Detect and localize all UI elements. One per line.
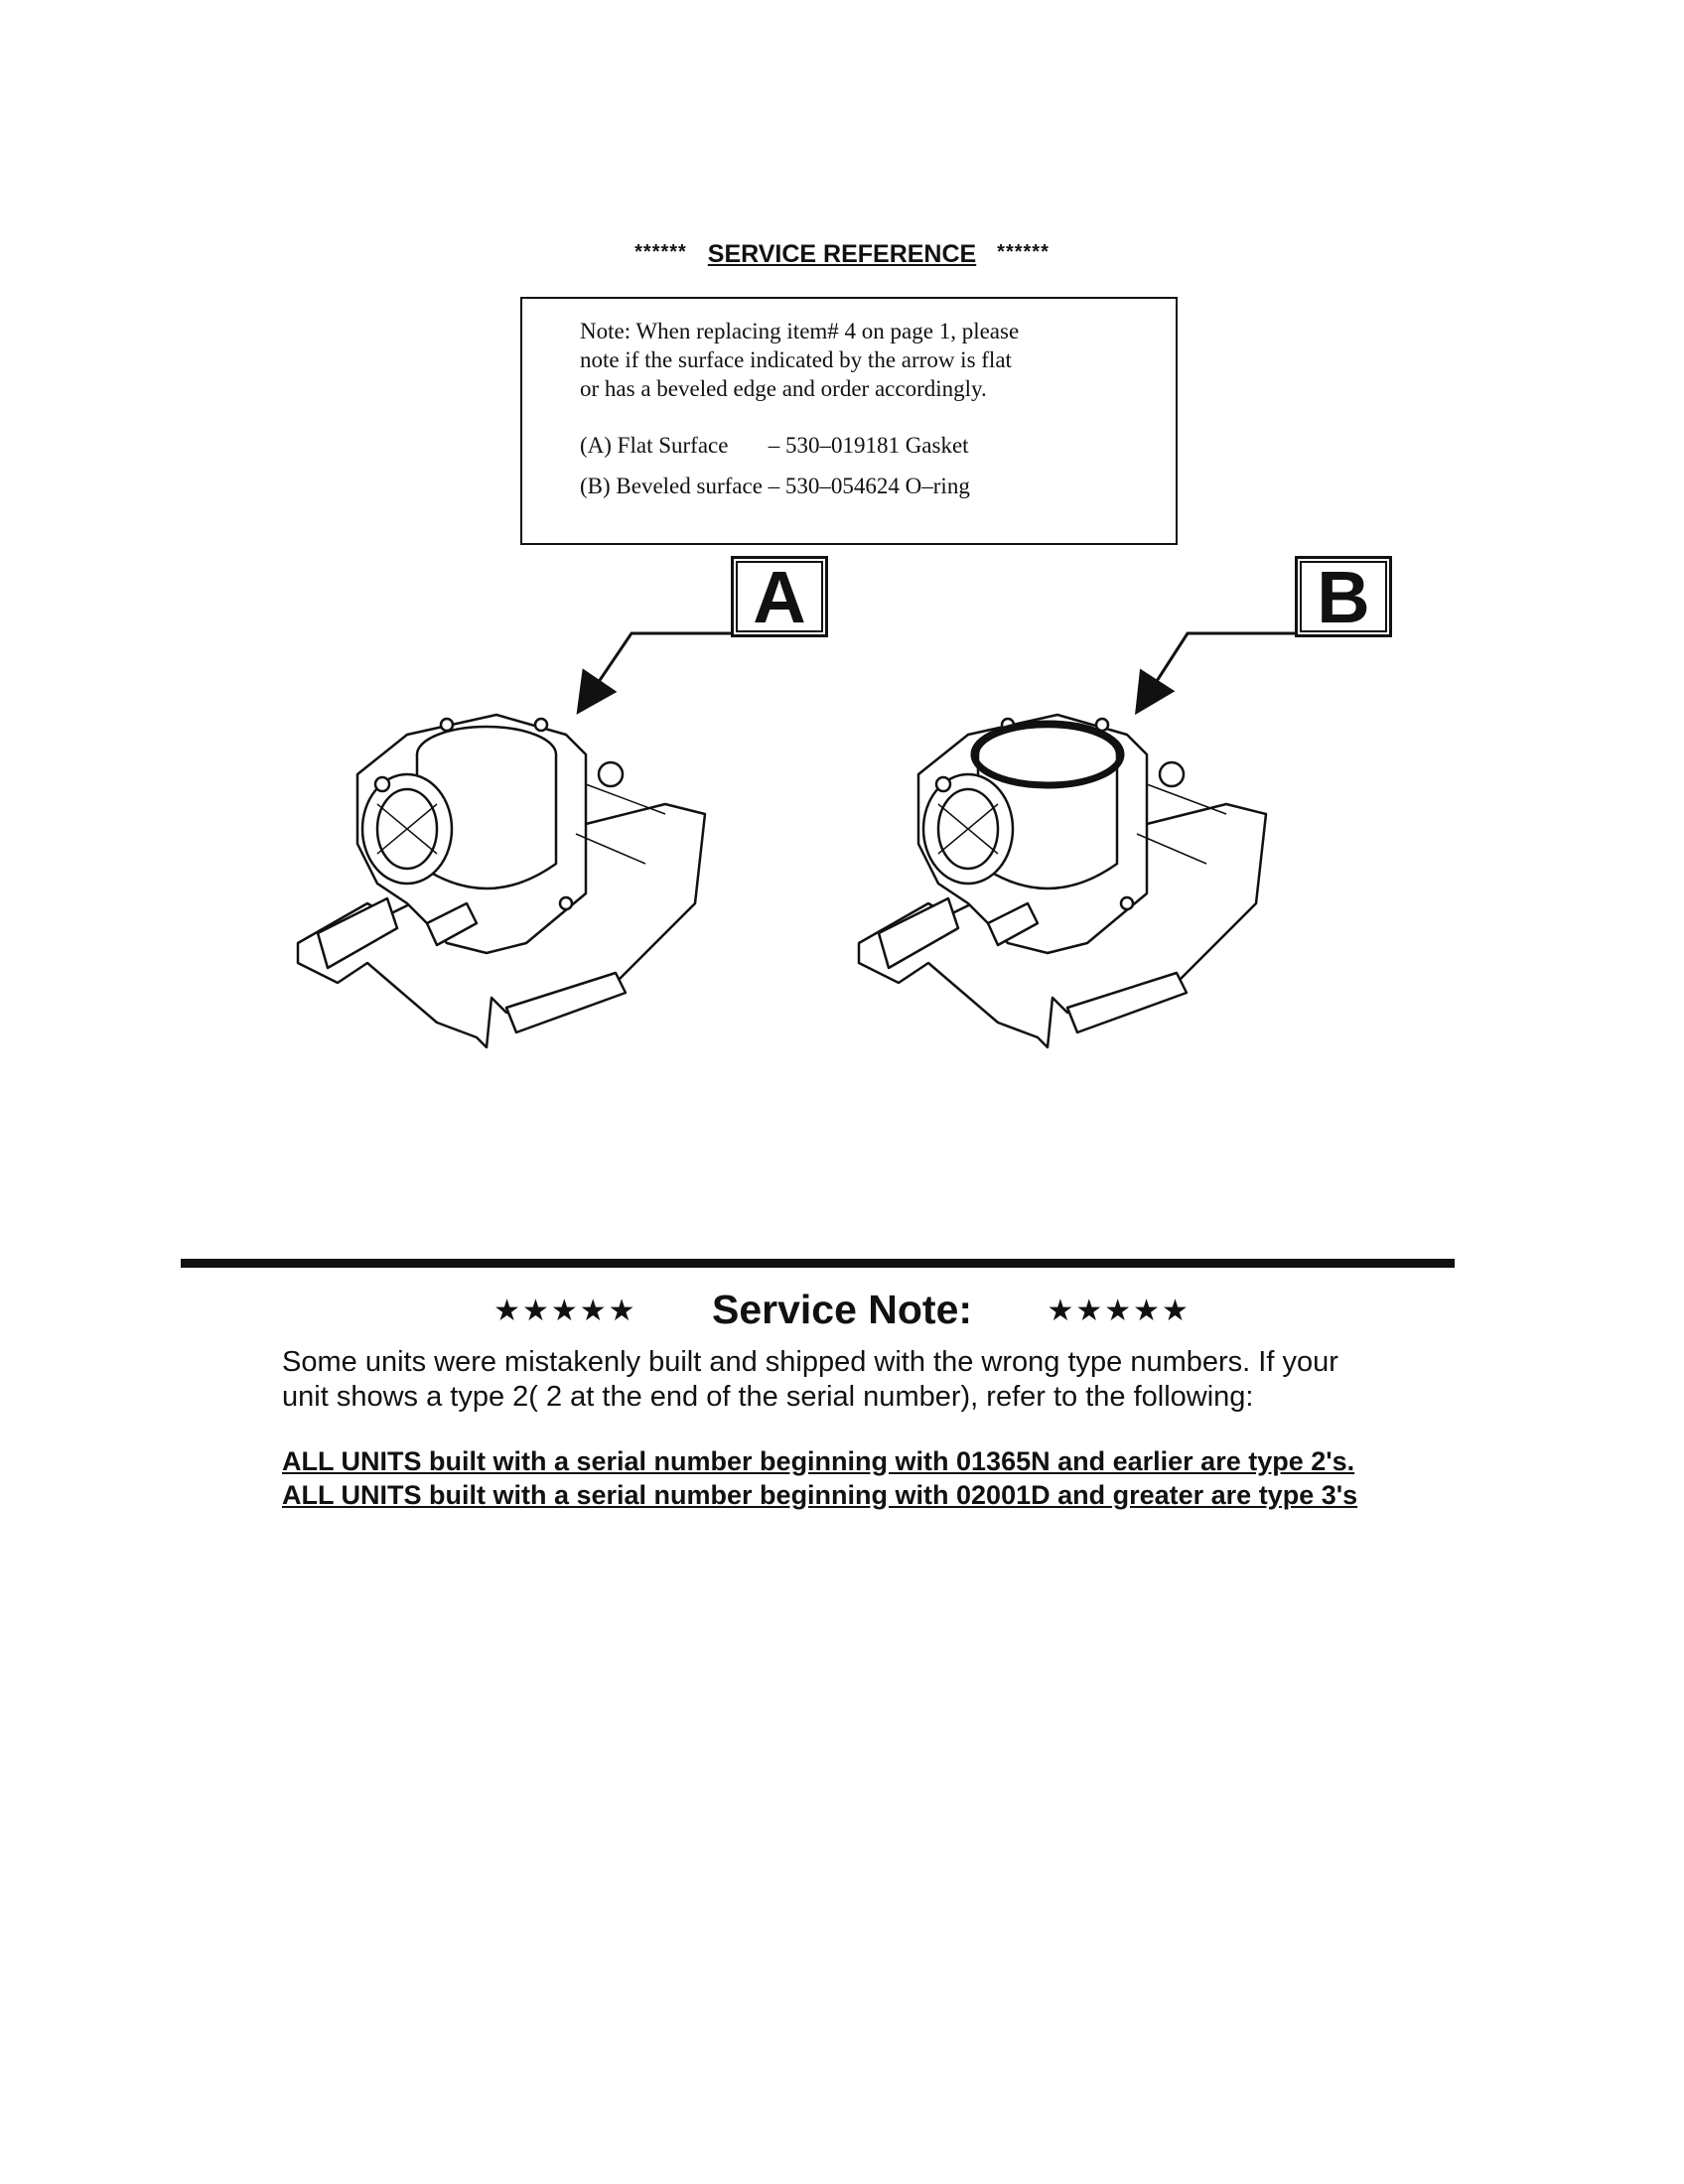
option-a-flat-surface: (A) Flat Surface – 530–019181 Gasket (580, 433, 969, 458)
replacement-note: Note: When replacing item# 4 on page 1, please note if the surface indicated by the arrow is flat or has a beveled edge and order accordingly. (580, 319, 1020, 401)
service-note-heading (0, 1287, 1684, 1333)
service-note-stars-right: ★★★★★ (1047, 1295, 1191, 1327)
serial-rule-type-3: ALL UNITS built with a serial number beginning with 02001D and greater are type 3's (282, 1480, 1358, 1510)
leader-arrows (0, 0, 1684, 754)
figure-label-a: A (731, 556, 828, 637)
option-b-beveled-surface: (B) Beveled surface – 530–054624 O–ring (580, 474, 970, 498)
service-note-stars-left: ★★★★★ (493, 1295, 637, 1327)
page-title: SERVICE REFERENCE (707, 240, 977, 268)
figure-label-b: B (1295, 556, 1392, 637)
serial-number-rules (282, 1444, 1357, 1512)
serial-rule-type-2: ALL UNITS built with a serial number beginning with 01365N and earlier are type 2's. (282, 1446, 1355, 1476)
service-note-title: Service Note: (711, 1287, 973, 1332)
crankcase-flat-surface-illustration (288, 655, 824, 1072)
heading-stars-left: ****** (634, 241, 687, 263)
service-note-line-2: unit shows a type 2( 2 at the end of the serial number), refer to the following: (282, 1381, 1254, 1413)
service-note-line-1: Some units were mistakenly built and shipped with the wrong type numbers. If your (282, 1346, 1338, 1378)
crankcase-beveled-surface-illustration (849, 655, 1385, 1072)
heading-stars-right: ****** (997, 241, 1050, 263)
service-note-body (282, 1345, 1454, 1415)
section-divider (181, 1259, 1455, 1268)
